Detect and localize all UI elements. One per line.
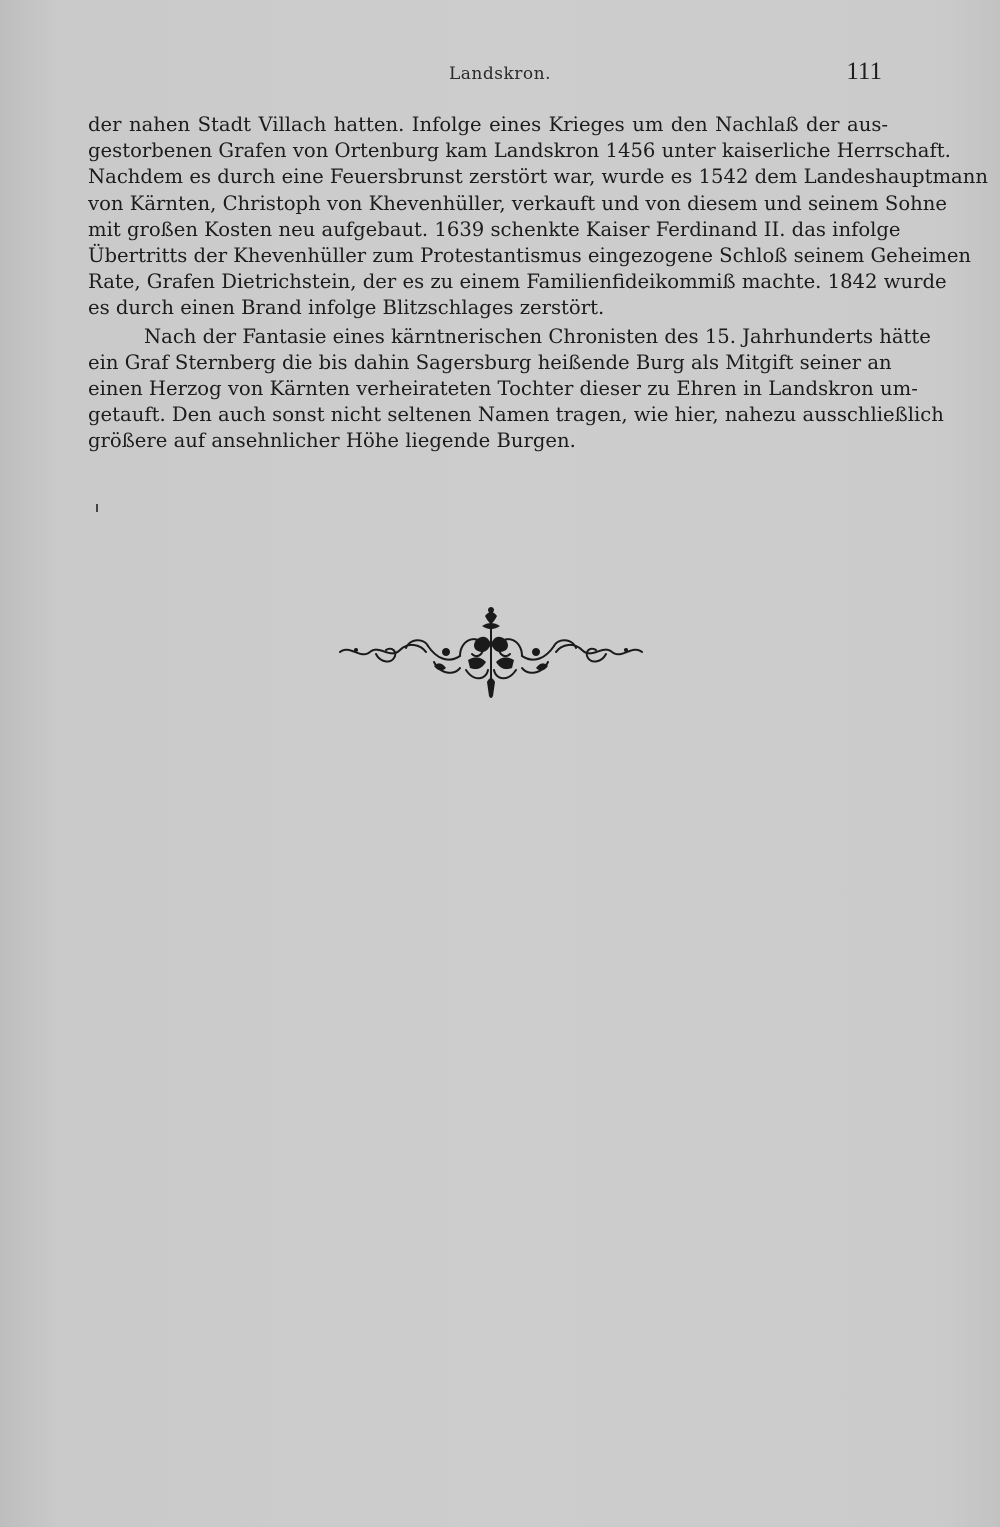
page-number: 111 xyxy=(846,58,882,85)
text-line: der nahen Stadt Villach hatten. Infolge eines Krieges um den Nachlaß der aus- xyxy=(88,113,888,136)
text-line: es durch einen Brand infolge Blitzschlages zerstört. xyxy=(88,296,605,320)
text-line: mit großen Kosten neu aufgebaut. 1639 schenkte Kaiser Ferdinand II. das infolge xyxy=(88,217,901,241)
text-line: gestorbenen Grafen von Ortenburg kam Landskron 1456 unter kaiserliche Herrschaft. xyxy=(88,139,951,163)
body-text xyxy=(88,112,988,454)
text-line: größere auf ansehnlicher Höhe liegende Burgen. xyxy=(88,429,576,453)
text-line: einen Herzog von Kärnten verheirateten Tochter dieser zu Ehren in Landskron um- xyxy=(88,376,918,400)
text-line: Übertritts der Khevenhüller zum Protestantismus eingezogene Schloß seinem Geheimen xyxy=(88,243,972,267)
paragraph-1 xyxy=(88,112,988,322)
text-line: ein Graf Sternberg die bis dahin Sagersburg heißende Burg als Mitgift seiner an xyxy=(88,350,892,374)
stray-ink-mark xyxy=(96,504,98,512)
text-line: Rate, Grafen Dietrichstein, der es zu einem Familienfideikommiß machte. 1842 wurde xyxy=(88,270,947,294)
paragraph-2 xyxy=(88,324,944,455)
text-line: Nach der Fantasie eines kärntnerischen Chronisten des 15. Jahrhunderts hätte xyxy=(144,324,931,348)
fleuron-ornament-icon xyxy=(336,604,646,700)
text-line: getauft. Den auch sonst nicht seltenen Namen tragen, wie hier, nahezu ausschließlich xyxy=(88,403,944,427)
text-line: Nachdem es durch eine Feuersbrunst zerstört war, wurde es 1542 dem Landeshauptmann xyxy=(88,165,988,189)
text-line: von Kärnten, Christoph von Khevenhüller, verkauft und von diesem und seinem Sohne xyxy=(88,191,947,215)
running-title: Landskron. xyxy=(449,64,551,84)
